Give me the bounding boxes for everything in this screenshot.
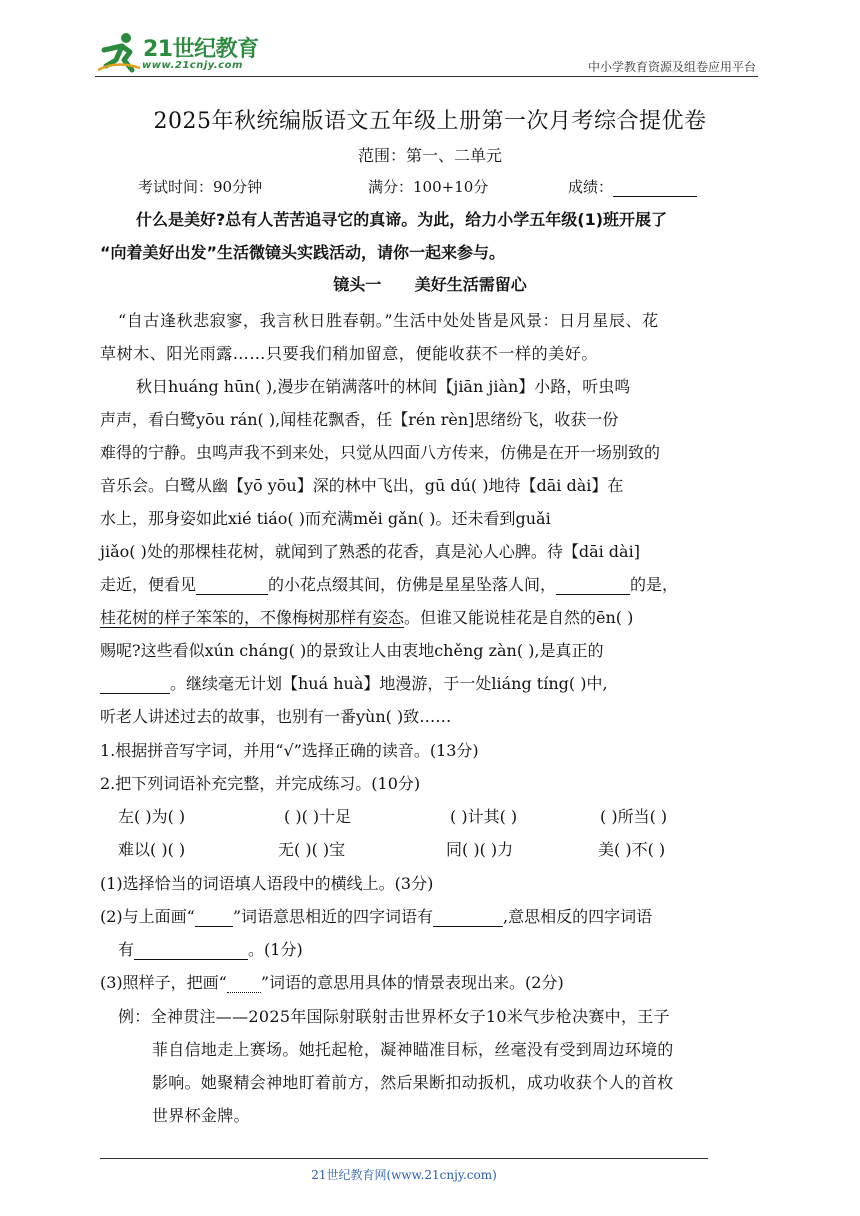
exam-score-field — [568, 176, 697, 197]
site-logo — [96, 30, 266, 76]
intro-line-1: 什么是美好?总有人苦苦追寻它的真谛。为此，给力小学五年级(1)班开展了 — [136, 210, 668, 229]
fill-blank[interactable] — [134, 940, 248, 960]
sub-question-text: ,意思相反的四字词语 — [503, 907, 653, 926]
sub-question-text: ”词语意思相近的四字词语有 — [232, 907, 434, 926]
sub-question-3 — [100, 970, 564, 993]
word-row-2-item: 美( )不( ) — [598, 840, 666, 859]
exam-score-total: 满分：100+10分 — [368, 178, 489, 196]
word-row-1-item: ( )计其( ) — [450, 807, 518, 826]
passage-line-4: 音乐会。白鹭从幽【yō yōu】深的林中飞出，gū dú( )地待【dāi dài】在 — [100, 476, 624, 495]
sub-question-1: (1)选择恰当的词语填人语段中的横线上。(3分) — [100, 874, 434, 893]
passage-text: 。但谁又能说桂花是自然的ēn( ) — [404, 608, 634, 627]
sub-question-text: 有 — [118, 940, 135, 959]
passage-line-1: 秋日huáng hūn( ),漫步在销满落叶的林间【jiān jiàn】小路，听虫鸣 — [136, 377, 631, 396]
sub-question-text: (2)与上面画“ — [100, 907, 195, 926]
passage-line-8 — [100, 605, 633, 628]
section-heading: 镜头一 美好生活需留心 — [333, 275, 527, 294]
example-line-2: 菲自信地走上赛场。她托起枪，凝神瞄准目标，丝毫没有受到周边环境的 — [152, 1040, 674, 1059]
example-line-1: 例：全神贯注——2025年国际射联射击世界杯女子10米气步枪决赛中，王子 — [118, 1007, 670, 1026]
passage-line-10 — [100, 671, 608, 694]
logo-url[interactable]: www.21cnjy.com — [142, 60, 243, 71]
passage-text: 。继续毫无计划【huá huà】地漫游，于一处liáng tíng( )中, — [170, 674, 608, 693]
fill-blank[interactable] — [100, 674, 170, 694]
exam-time: 考试时间：90分钟 — [138, 178, 263, 196]
header-divider — [95, 76, 758, 77]
question-2: 2.把下列词语补充完整，并完成练习。(10分) — [100, 774, 421, 793]
sub-question-text: ”词语的意思用具体的情景表现出来。(2分) — [260, 973, 564, 992]
passage-line-3: 难得的宁静。虫鸣声我不到来处，只觉从四面八方传来，仿佛是在开一场别致的 — [100, 443, 661, 462]
word-row-2-item: 同( )( )力 — [446, 840, 514, 859]
word-row-2-item: 无( )( )宝 — [278, 840, 346, 859]
underline-sample — [195, 907, 233, 927]
score-label: 成绩： — [568, 178, 614, 196]
quote-line-2: 草树木、阳光雨露……只要我们稍加留意，便能收获不一样的美好。 — [100, 344, 599, 363]
sub-question-text: 。(1分) — [248, 940, 303, 959]
wavy-underline-sample — [227, 973, 261, 993]
underlined-phrase: 桂花树的样子笨笨的，不像梅树那样有姿态 — [100, 608, 405, 627]
passage-text: 的是， — [630, 575, 679, 594]
example-line-3: 影响。她聚精会神地盯着前方，然后果断扣动扳机，成功收获个人的首枚 — [152, 1073, 674, 1092]
question-1: 1.根据拼音写字词，并用“√”选择正确的读音。(13分) — [100, 741, 479, 760]
passage-line-7 — [100, 572, 678, 595]
sub-question-2 — [100, 904, 652, 927]
passage-text: 走近，便看见 — [100, 575, 197, 594]
footer-link[interactable]: 21世纪教育网(www.21cnjy.com) — [311, 1168, 497, 1182]
passage-line-9: 赐呢?这些看似xún cháng( )的景致让人由衷地chěng zàn( ),是真正的 — [100, 641, 604, 660]
sub-question-text: (3)照样子，把画“ — [100, 973, 227, 992]
quote-line-1: “自古逢秋悲寂寥，我言秋日胜春朝。”生活中处处皆是风景：日月星辰、花 — [118, 311, 659, 330]
fill-blank[interactable] — [556, 575, 630, 595]
word-row-1-item: ( )( )十足 — [284, 807, 352, 826]
passage-line-2: 声声，看白鹭yōu rán( ),闻桂花飘香，任【rén rèn]思绪纷飞，收获一份 — [100, 410, 619, 429]
word-row-1-item: ( )所当( ) — [600, 807, 668, 826]
runner-logo-icon — [96, 30, 142, 76]
footer-divider — [100, 1158, 708, 1159]
word-row-2-item: 难以( )( ) — [118, 840, 186, 859]
word-row-1-item: 左( )为( ) — [118, 807, 186, 826]
exam-title: 2025年秋统编版语文五年级上册第一次月考综合提优卷 — [153, 109, 707, 134]
passage-line-11: 听老人讲述过去的故事，也别有一番yùn( )致…… — [100, 707, 452, 726]
logo-text: 21世纪教育 — [143, 37, 259, 62]
score-blank[interactable] — [613, 178, 697, 197]
passage-line-5: 水上，那身姿如此xié tiáo( )而充满měi gǎn( )。还未看到guǎi — [100, 509, 551, 528]
intro-line-2: “向着美好出发”生活微镜头实践活动，请你一起来参与。 — [100, 243, 506, 262]
fill-blank[interactable] — [196, 575, 268, 595]
passage-line-6: jiǎo( )处的那棵桂花树，就闻到了熟悉的花香，真是沁人心脾。待【dāi dài] — [100, 542, 640, 561]
exam-scope: 范围：第一、二单元 — [357, 146, 502, 165]
sub-question-2-cont — [118, 937, 303, 960]
example-line-4: 世界杯金牌。 — [152, 1106, 250, 1125]
passage-text: 的小花点缀其间，仿佛是星星坠落人间， — [268, 575, 557, 594]
platform-label: 中小学教育资源及组卷应用平台 — [587, 60, 756, 74]
fill-blank[interactable] — [433, 907, 503, 927]
